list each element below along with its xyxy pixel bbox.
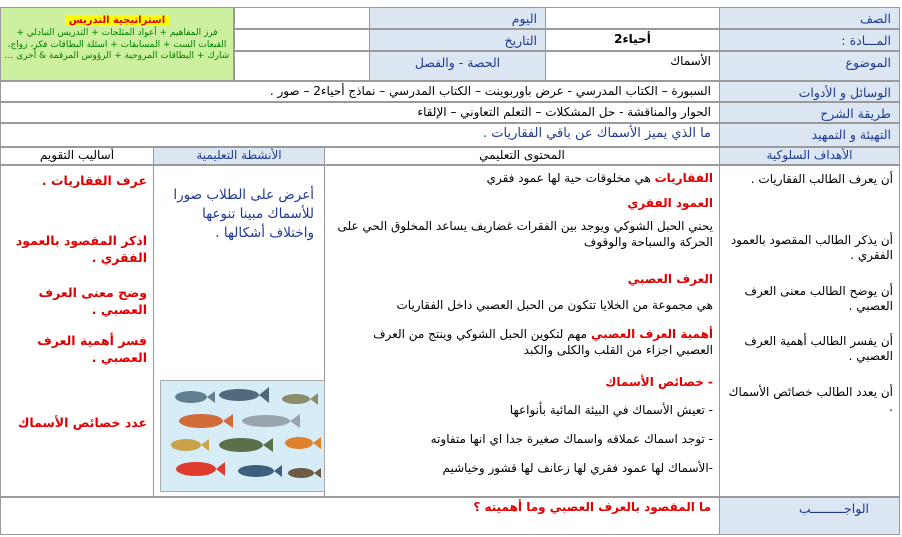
col-evaluation: أساليب التقويم xyxy=(0,147,154,165)
imp-head: أهمية العرف العصبي xyxy=(590,327,713,341)
day-value xyxy=(234,7,370,29)
activity-text: أعرض على الطلاب صورا للأسماك مبينا تنوعها واختلاف أشكالها . xyxy=(173,187,314,241)
grade-label: الصف xyxy=(719,7,900,29)
objective-5: أن يعدد الطالب خصائص الأسماك . xyxy=(728,385,893,414)
topic-value: الأسماك xyxy=(545,51,720,81)
strategy-title: استراتيجية التدريس xyxy=(65,15,169,26)
spine-head: العمود الفقري xyxy=(627,196,713,210)
intro-label: التهيئة و التمهيد xyxy=(719,123,900,147)
objectives-cell xyxy=(719,165,900,497)
subject-label: المـــادة : xyxy=(719,29,900,51)
objective-3: أن يوضح الطالب معنى العرف العصبي . xyxy=(744,284,893,313)
trait-3: -الأسماك لها عمود فقري لها زعانف لها قشور وخياشيم xyxy=(442,461,713,475)
spine-def: يحني الحبل الشوكي ويوجد بين الفقرات غضاريف يساعد المخلوق الحي على الحركة والسباحة والوقوف xyxy=(337,219,713,249)
objective-2: أن يذكر الطالب المقصود بالعمود الفقري . xyxy=(730,233,893,262)
traits-head: - خصائص الأسماك xyxy=(605,375,713,389)
evaluation-cell xyxy=(0,165,154,497)
tools-label: الوسائل و الأدوات xyxy=(719,81,900,102)
col-objectives: الأهداف السلوكية xyxy=(719,147,900,165)
tools-value: السبورة – الكتاب المدرسي - عرض باوربوينت – الكتاب المدرسي – نماذج أحياء2 – صور . xyxy=(0,81,720,102)
content-cell xyxy=(324,165,720,497)
col-activities: الأنشطة التعليمية xyxy=(153,147,325,165)
intro-value: ما الذي يميز الأسماك عن باقي الفقاريات . xyxy=(0,123,720,147)
eval-2: اذكر المقصود بالعمود الفقري . xyxy=(15,233,147,265)
strategy-box xyxy=(0,7,234,81)
eval-4: فسر أهمية العرف العصبي . xyxy=(37,333,147,365)
class-value xyxy=(234,51,370,81)
imp-def: مهم لتكوين الحبل الشوكي وينتج من العرف العصبي اجزاء من القلب والكلى والكبد xyxy=(373,327,713,357)
trait-1: - تعيش الأسماك في البيئة المائية بأنواعها xyxy=(509,403,713,417)
strategy-body: فرز المفاهيم + أعواد المثلجات + التدريس التبادلي + القبعات الست + المسابقات + اسئلة البطاقات فكر، زواج، شارك + البطاقات المروحية + الرؤوس المرقمة & أخرى ... xyxy=(4,28,230,61)
crest-def: هي مجموعة من الخلايا تتكون من الحبل العصبي داخل الفقاريات xyxy=(396,298,713,312)
date-label: التاريخ xyxy=(369,29,546,51)
fish-image xyxy=(160,380,325,492)
method-label: طريقة الشرح xyxy=(719,102,900,123)
eval-1: عرف الفقاريات . xyxy=(41,173,147,188)
vert-term: الفقاريات xyxy=(654,171,713,185)
col-content: المحتوى التعليمي xyxy=(324,147,720,165)
trait-2: - توجد اسماك عملاقه واسماك صغيرة جدا اي انها متفاوته xyxy=(430,432,713,446)
subject-value: أحياء2 xyxy=(545,29,720,51)
date-value xyxy=(234,29,370,51)
day-label: اليوم xyxy=(369,7,546,29)
homework-value: ما المقصود بالعرف العصبي وما أهميته ؟ xyxy=(0,497,720,535)
eval-5: عدد خصائص الأسماك xyxy=(17,415,147,430)
objective-4: أن يفسر الطالب أهمية العرف العصبي . xyxy=(744,334,893,363)
class-label: الحصة - والفصل xyxy=(369,51,546,81)
grade-value xyxy=(545,7,720,29)
crest-head: العرف العصبي xyxy=(627,272,713,286)
homework-label: الواجـــــــــب xyxy=(719,497,900,535)
objective-1: أن يعرف الطالب الفقاريات . xyxy=(750,172,893,186)
vert-def: هي مخلوقات حية لها عمود فقري xyxy=(486,171,651,185)
method-value: الحوار والمناقشة - حل المشكلات – التعلم التعاوني – الإلقاء xyxy=(0,102,720,123)
eval-3: وضح معنى العرف العصبي . xyxy=(38,285,147,317)
topic-label: الموضوع xyxy=(719,51,900,81)
